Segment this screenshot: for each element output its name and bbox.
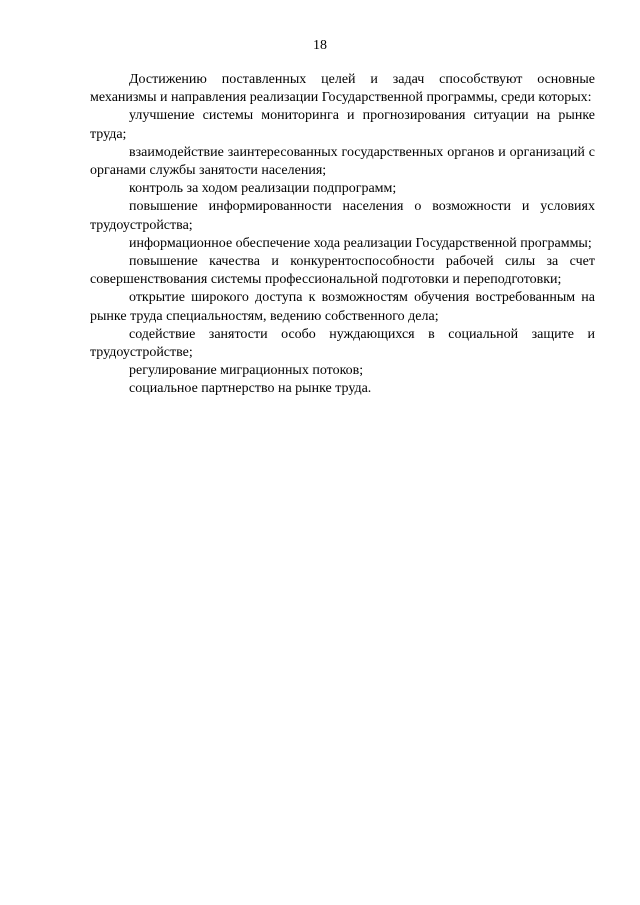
- list-item-interaction: взаимодействие заинтересованных государственных органов и организаций с органами службы занятости населения;: [90, 144, 595, 179]
- page-number: 18: [313, 38, 327, 53]
- list-item-migration: регулирование миграционных потоков;: [129, 363, 364, 379]
- list-item-social-partnership: социальное партнерство на рынке труда.: [129, 381, 372, 397]
- list-item-workforce-quality: повышение качества и конкурентоспособности рабочей силы за счет совершенствования системы профессиональной подготовки и переподготовки;: [90, 254, 595, 288]
- document-body: [90, 71, 595, 399]
- list-item-monitoring: улучшение системы мониторинга и прогнозирования ситуации на рынке труда;: [90, 108, 595, 142]
- list-item-employment-assistance: содействие занятости особо нуждающихся в социальной защите и трудоустройстве;: [90, 326, 595, 361]
- intro-paragraph: Достижению поставленных целей и задач способствуют основные механизмы и направления реализации Государственной программы, среди которых:: [90, 72, 595, 106]
- list-item-control: контроль за ходом реализации подпрограмм;: [129, 181, 397, 197]
- list-item-training-access: открытие широкого доступа к возможностям обучения востребованным на рынке труда специальностям, ведению собственного дела;: [90, 290, 595, 324]
- list-item-awareness: повышение информированности населения о возможности и условиях трудоустройства;: [90, 199, 595, 233]
- list-item-information-support: информационное обеспечение хода реализации Государственной программы;: [129, 235, 592, 251]
